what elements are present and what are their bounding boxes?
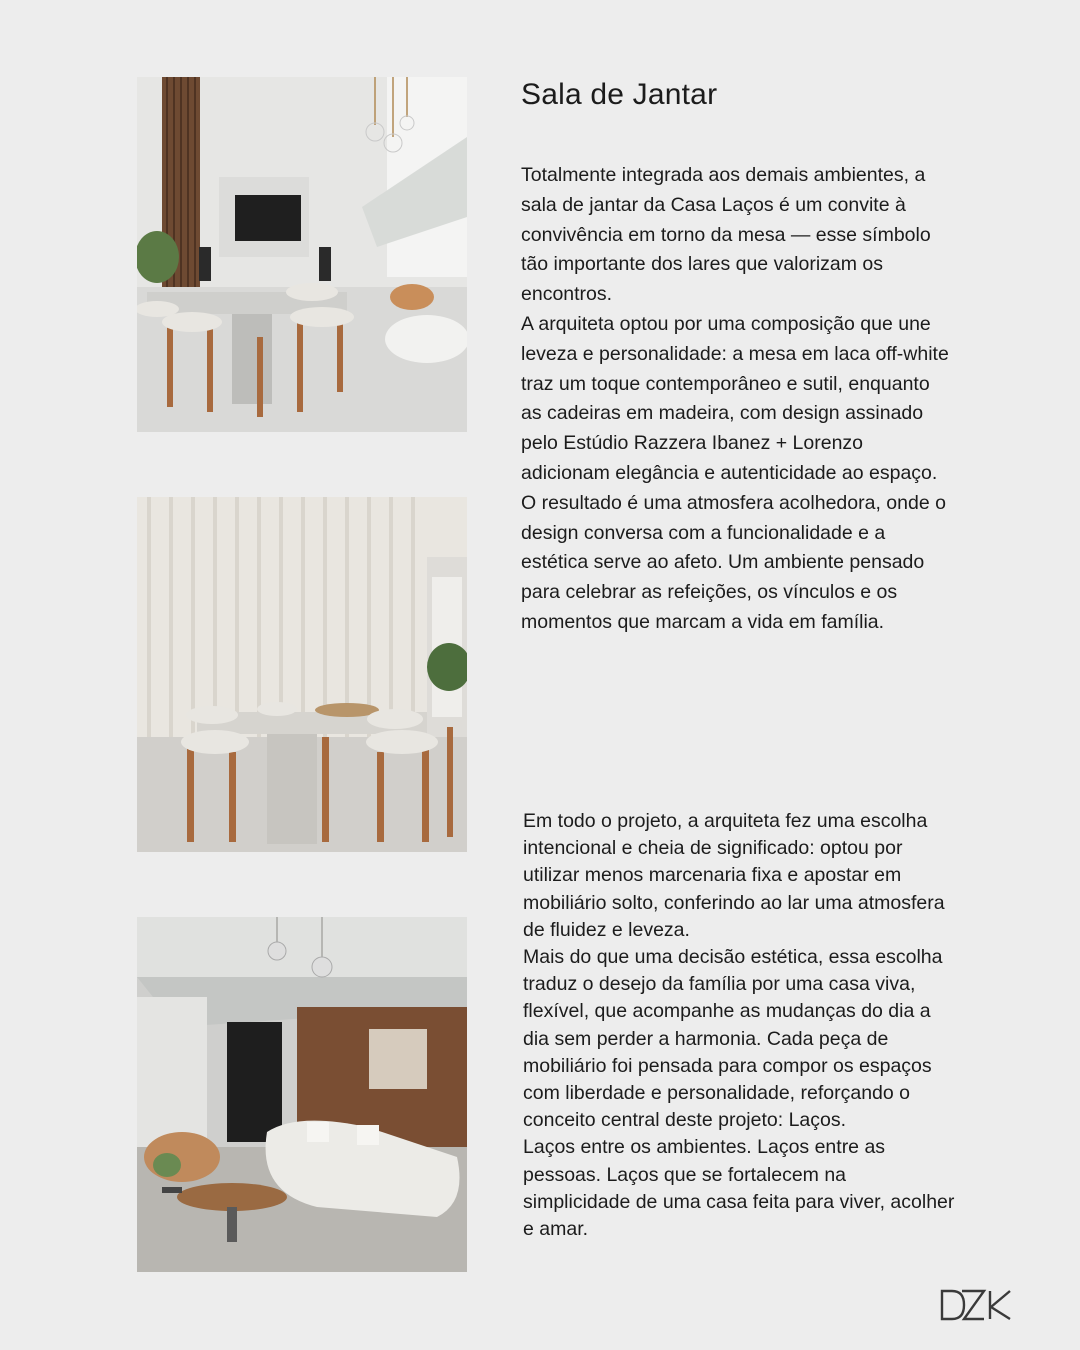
concept-paragraph: Mais do que uma decisão estética, essa escolha traduz o desejo da família por uma casa viva, flexível, que acompanhe as mudanças do dia a dia sem perder a harmonia. Cada peça de mobiliário foi pensada para compor os espaços com liberdade e personalidade, reforçando o conceito central deste projeto: Laços. <box>523 946 943 1132</box>
dining-room-tv-wall-photo <box>137 77 467 432</box>
dining-table-curtains-photo <box>137 497 467 852</box>
description-paragraph: Totalmente integrada aos demais ambientes, a sala de jantar da Casa Laços é um convite à convivência em torno da mesa — esse símbolo tão importante dos lares que valorizam os encontros. <box>521 164 931 306</box>
description-paragraph: A arquiteta optou por uma composição que une leveza e personalidade: a mesa em laca off-white traz um toque contemporâneo e sutil, enquanto as cadeiras em madeira, com design assinado pelo Estúdio Razzera Ibanez + Lorenzo adicionam elegância e autenticidade ao espaço. <box>521 312 949 484</box>
dining-room-description <box>521 161 951 638</box>
project-concept-description <box>523 808 955 1243</box>
dzk-logo <box>940 1288 1014 1322</box>
living-room-sofa-photo <box>137 917 467 1272</box>
concept-paragraph: Laços entre os ambientes. Laços entre as pessoas. Laços que se fortalecem na simplicidade de uma casa feita para viver, acolher e amar. <box>523 1136 955 1241</box>
page-title: Sala de Jantar <box>521 78 718 111</box>
description-paragraph: O resultado é uma atmosfera acolhedora, onde o design conversa com a funcionalidade e a estética serve ao afeto. Um ambiente pensado para celebrar as refeições, os vínculos e os momentos que marcam a vida em família. <box>521 491 946 633</box>
concept-paragraph: Em todo o projeto, a arquiteta fez uma escolha intencional e cheia de significado: optou por utilizar menos marcenaria fixa e apostar em mobiliário solto, conferindo ao lar uma atmosfera de fluidez e leveza. <box>523 810 945 941</box>
